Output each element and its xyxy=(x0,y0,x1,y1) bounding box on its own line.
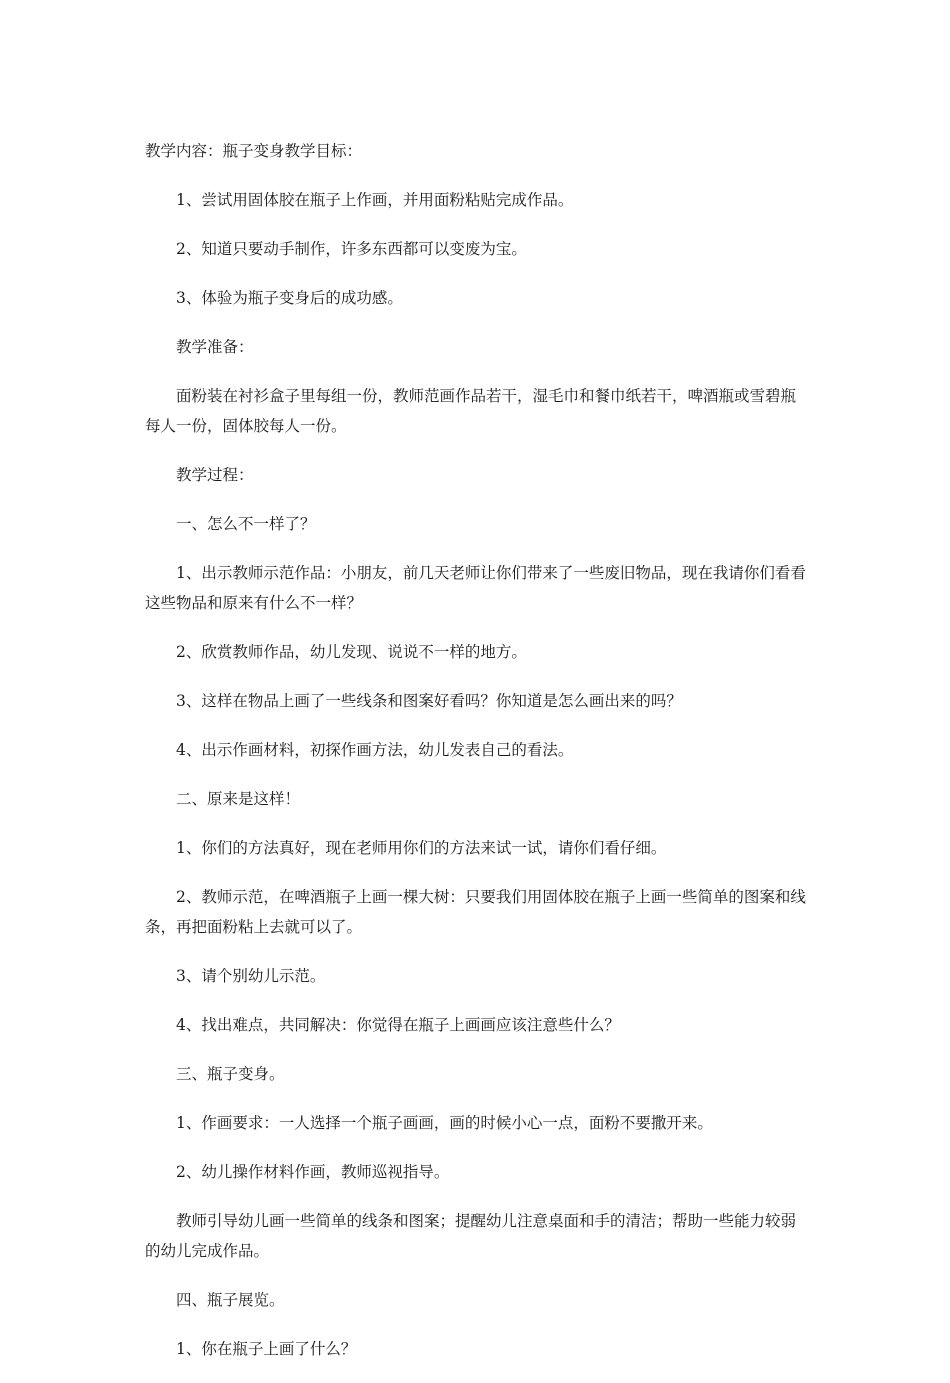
paragraph: 教师引导幼儿画一些简单的线条和图案；提醒幼儿注意桌面和手的清洁；帮助一些能力较弱的幼儿完成作品。 xyxy=(145,1212,797,1260)
paragraph: 面粉装在衬衫盒子里每组一份，教师范画作品若干，湿毛巾和餐巾纸若干，啤酒瓶或雪碧瓶每人一份，固体胶每人一份。 xyxy=(145,387,797,435)
paragraph: 4、找出难点，共同解决：你觉得在瓶子上画画应该注意些什么？ xyxy=(176,1016,620,1034)
paragraph: 2、幼儿操作材料作画，教师巡视指导。 xyxy=(176,1163,450,1181)
paragraph: 2、欣赏教师作品，幼儿发现、说说不一样的地方。 xyxy=(176,643,527,661)
paragraph: 1、作画要求：一人选择一个瓶子画画，画的时候小心一点，面粉不要撒开来。 xyxy=(176,1114,713,1132)
paragraph: 教学内容：瓶子变身教学目标： xyxy=(145,142,363,160)
paragraph: 3、请个别幼儿示范。 xyxy=(176,967,326,985)
paragraph: 3、体验为瓶子变身后的成功感。 xyxy=(176,289,403,307)
paragraph: 4、出示作画材料，初探作画方法，幼儿发表自己的看法。 xyxy=(176,741,574,759)
paragraph: 二、原来是这样！ xyxy=(176,790,301,808)
document-page xyxy=(145,136,810,1383)
paragraph: 1、出示教师示范作品：小朋友，前几天老师让你们带来了一些废旧物品，现在我请你们看看这些物品和原来有什么不一样？ xyxy=(145,564,806,612)
paragraph: 教学准备： xyxy=(176,338,254,356)
paragraph: 教学过程： xyxy=(176,466,254,484)
paragraph: 1、你们的方法真好，现在老师用你们的方法来试一试，请你们看仔细。 xyxy=(176,839,667,857)
paragraph: 1、尝试用固体胶在瓶子上作画，并用面粉粘贴完成作品。 xyxy=(176,191,574,209)
paragraph: 2、教师示范，在啤酒瓶子上画一棵大树：只要我们用固体胶在瓶子上画一些简单的图案和线条，再把面粉粘上去就可以了。 xyxy=(145,888,806,936)
paragraph: 2、知道只要动手制作，许多东西都可以变废为宝。 xyxy=(176,240,527,258)
paragraph: 三、瓶子变身。 xyxy=(176,1065,285,1083)
paragraph: 四、瓶子展览。 xyxy=(176,1291,285,1309)
paragraph: 3、这样在物品上画了一些线条和图案好看吗？你知道是怎么画出来的吗？ xyxy=(176,692,682,710)
paragraph: 1、你在瓶子上画了什么？ xyxy=(176,1340,357,1358)
paragraph: 一、怎么不一样了？ xyxy=(176,515,316,533)
